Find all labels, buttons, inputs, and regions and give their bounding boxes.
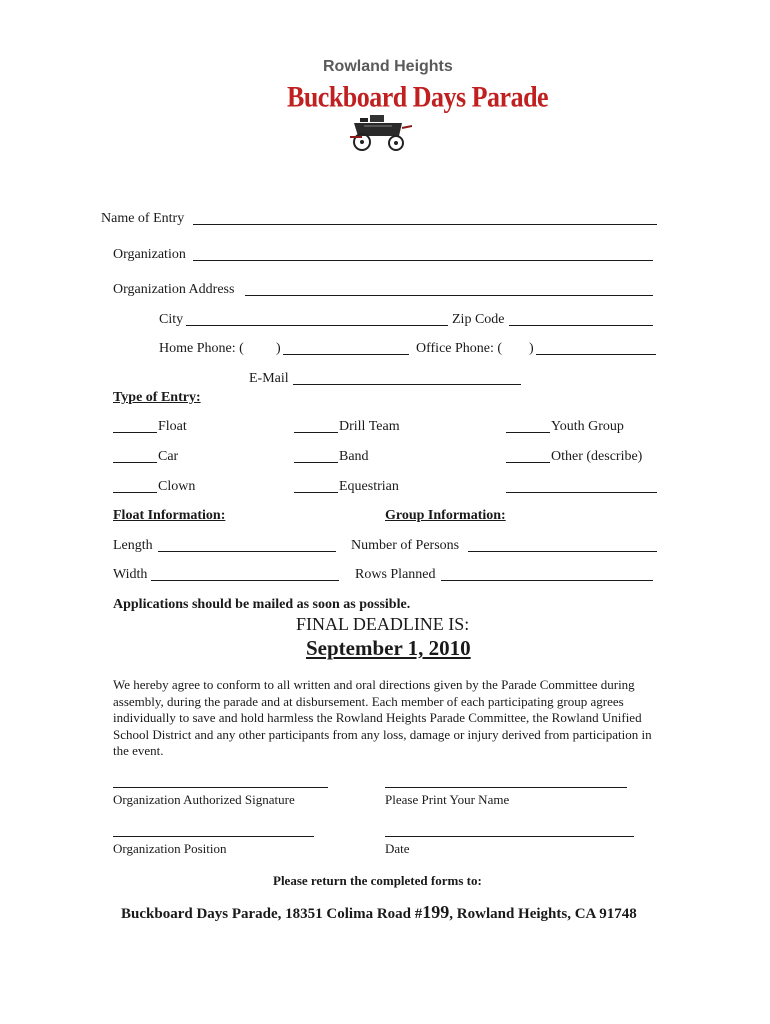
option-clown: Clown	[158, 479, 196, 494]
address-part-a: Buckboard Days Parade, 18351 Colima Road #	[121, 906, 423, 922]
print-name-label: Please Print Your Name	[385, 792, 510, 807]
other-checkbox-line[interactable]	[506, 462, 550, 463]
home-phone-label: Home Phone: (	[159, 341, 244, 356]
wagon-icon	[346, 110, 412, 152]
option-drill-team: Drill Team	[339, 419, 400, 434]
width-field[interactable]	[151, 580, 339, 581]
option-band: Band	[339, 449, 369, 464]
length-label: Length	[113, 538, 153, 553]
group-info-heading: Group Information:	[385, 508, 506, 523]
home-phone-field[interactable]	[283, 354, 409, 355]
name-of-entry-field[interactable]	[193, 224, 657, 225]
drill-team-checkbox-line[interactable]	[294, 432, 338, 433]
name-of-entry-label: Name of Entry	[101, 211, 185, 226]
width-label: Width	[113, 567, 148, 582]
office-phone-label: Office Phone: (	[416, 341, 503, 356]
zip-code-field[interactable]	[509, 325, 653, 326]
band-checkbox-line[interactable]	[294, 462, 338, 463]
print-name-field[interactable]	[385, 787, 627, 788]
address-number: 199	[422, 902, 450, 922]
other-describe-field[interactable]	[506, 492, 657, 493]
return-note: Please return the completed forms to:	[273, 873, 482, 888]
organization-field[interactable]	[193, 260, 653, 261]
deadline-date: September 1, 2010	[306, 636, 471, 660]
organization-address-label: Organization Address	[113, 282, 235, 297]
header-subtitle: Rowland Heights	[323, 58, 453, 75]
car-checkbox-line[interactable]	[113, 462, 157, 463]
length-field[interactable]	[158, 551, 336, 552]
equestrian-checkbox-line[interactable]	[294, 492, 338, 493]
date-field[interactable]	[385, 836, 634, 837]
option-other: Other (describe)	[551, 449, 643, 464]
number-of-persons-label: Number of Persons	[351, 538, 460, 553]
number-of-persons-field[interactable]	[468, 551, 657, 552]
office-phone-field[interactable]	[536, 354, 656, 355]
home-phone-close: )	[276, 341, 281, 356]
date-label: Date	[385, 841, 410, 856]
org-position-label: Organization Position	[113, 841, 227, 856]
mail-note: Applications should be mailed as soon as possible.	[113, 597, 411, 612]
clown-checkbox-line[interactable]	[113, 492, 157, 493]
option-car: Car	[158, 449, 179, 464]
zip-code-label: Zip Code	[452, 312, 505, 327]
float-checkbox-line[interactable]	[113, 432, 157, 433]
rows-planned-field[interactable]	[441, 580, 653, 581]
header-title: Buckboard Days Parade	[287, 80, 549, 114]
org-signature-field[interactable]	[113, 787, 328, 788]
email-field[interactable]	[293, 384, 521, 385]
office-phone-close: )	[529, 341, 534, 356]
email-label: E-Mail	[249, 371, 289, 386]
option-equestrian: Equestrian	[339, 479, 399, 494]
rows-planned-label: Rows Planned	[355, 567, 436, 582]
city-label: City	[159, 312, 184, 327]
address-part-b: , Rowland Heights, CA 91748	[449, 906, 637, 922]
final-deadline-label: FINAL DEADLINE IS:	[296, 614, 470, 634]
float-info-heading: Float Information:	[113, 508, 226, 523]
city-field[interactable]	[186, 325, 448, 326]
option-float: Float	[158, 419, 187, 434]
organization-address-field[interactable]	[245, 295, 653, 296]
return-address	[121, 902, 637, 923]
option-youth-group: Youth Group	[551, 419, 624, 434]
organization-label: Organization	[113, 247, 186, 262]
org-position-field[interactable]	[113, 836, 314, 837]
type-of-entry-heading: Type of Entry:	[113, 390, 201, 405]
agreement-text: We hereby agree to conform to all written and oral directions given by the Parade Committee during assembly, during the parade and at disbursement. Each member of each participating group agrees individually to save and hold harmless the Rowland Heights Parade Committee, the Rowland Unified School District and any other participants from any loss, damage or injury derived from participation in the event.	[113, 677, 652, 758]
org-signature-label: Organization Authorized Signature	[113, 792, 295, 807]
youth-group-checkbox-line[interactable]	[506, 432, 550, 433]
